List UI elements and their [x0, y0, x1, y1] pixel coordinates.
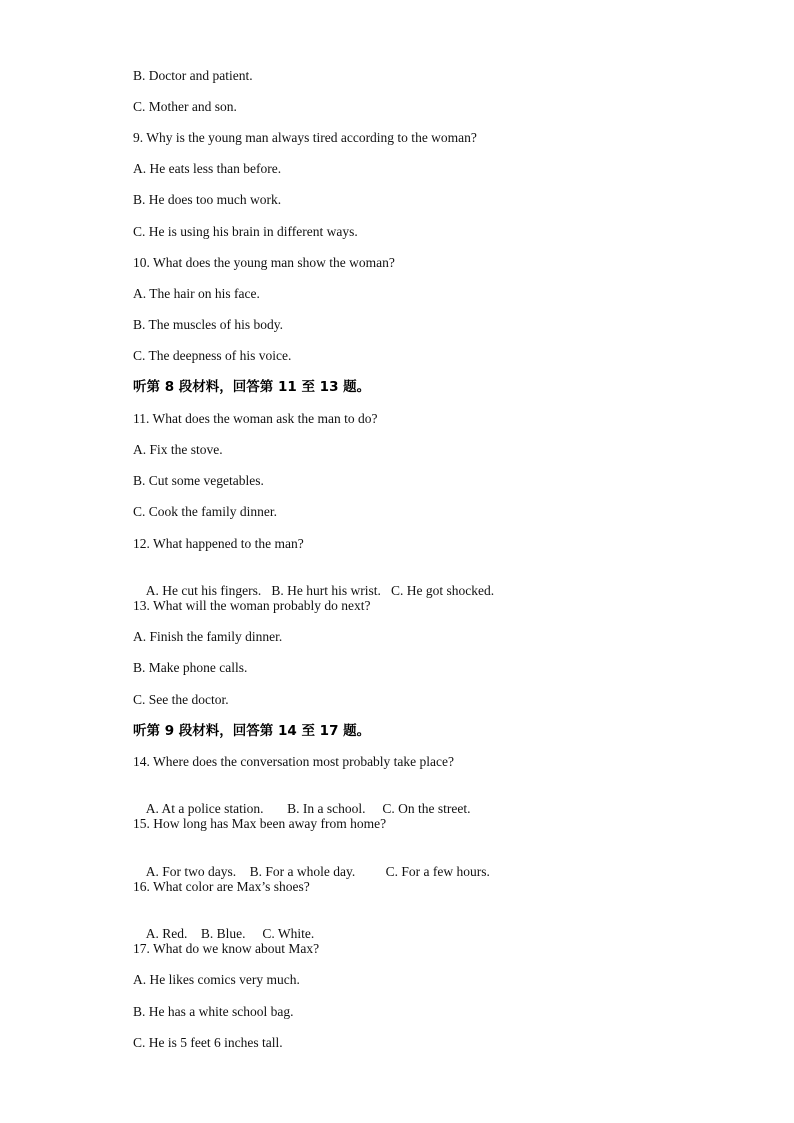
q17-option-a: A. He likes comics very much.	[133, 972, 300, 987]
q16-option-a: A. Red.	[145, 926, 188, 941]
q10-option-a: A. The hair on his face.	[133, 286, 260, 301]
q12-option-c: C. He got shocked.	[391, 583, 495, 598]
q14-option-c: C. On the street.	[382, 801, 471, 816]
q11-option-b: B. Cut some vegetables.	[133, 473, 264, 488]
q14-option-b: B. In a school.	[287, 801, 366, 816]
q9-question: 9. Why is the young man always tired according to the woman?	[133, 130, 477, 145]
q11-option-c: C. Cook the family dinner.	[133, 504, 277, 519]
q13-option-c: C. See the doctor.	[133, 692, 229, 707]
q11-question: 11. What does the woman ask the man to do?	[133, 411, 378, 426]
q9-option-c: C. He is using his brain in different ways.	[133, 224, 358, 239]
q15-option-a: A. For two days.	[145, 864, 237, 879]
q9-option-b: B. He does too much work.	[133, 192, 282, 207]
q15-option-b: B. For a whole day.	[249, 864, 356, 879]
q17-option-b: B. He has a white school bag.	[133, 1004, 294, 1019]
q10-option-b: B. The muscles of his body.	[133, 317, 283, 332]
q14-question: 14. Where does the conversation most probably take place?	[133, 754, 455, 769]
q13-option-b: B. Make phone calls.	[133, 660, 248, 675]
q8-option-c: C. Mother and son.	[133, 99, 237, 114]
q13-question: 13. What will the woman probably do next?	[133, 598, 371, 613]
q16-option-b: B. Blue.	[200, 926, 246, 941]
q11-option-a: A. Fix the stove.	[133, 442, 223, 457]
q12-option-a: A. He cut his fingers.	[145, 583, 262, 598]
q17-question: 17. What do we know about Max?	[133, 941, 320, 956]
q14-option-a: A. At a police station.	[145, 801, 264, 816]
q8-option-b: B. Doctor and patient.	[133, 68, 253, 83]
q15-option-c: C. For a few hours.	[385, 864, 490, 879]
q16-option-c: C. White.	[262, 926, 315, 941]
section-9-heading: 听第 9 段材料，回答第 14 至 17 题。	[133, 723, 371, 739]
q9-option-a: A. He eats less than before.	[133, 161, 282, 176]
section-8-heading: 听第 8 段材料，回答第 11 至 13 题。	[133, 379, 371, 395]
q15-question: 15. How long has Max been away from home?	[133, 816, 387, 831]
q10-question: 10. What does the young man show the woman?	[133, 255, 395, 270]
q12-question: 12. What happened to the man?	[133, 536, 304, 551]
q12-option-b: B. He hurt his wrist.	[271, 583, 381, 598]
q10-option-c: C. The deepness of his voice.	[133, 348, 292, 363]
q16-question: 16. What color are Max’s shoes?	[133, 879, 310, 894]
q17-option-c: C. He is 5 feet 6 inches tall.	[133, 1035, 283, 1050]
q13-option-a: A. Finish the family dinner.	[133, 629, 283, 644]
